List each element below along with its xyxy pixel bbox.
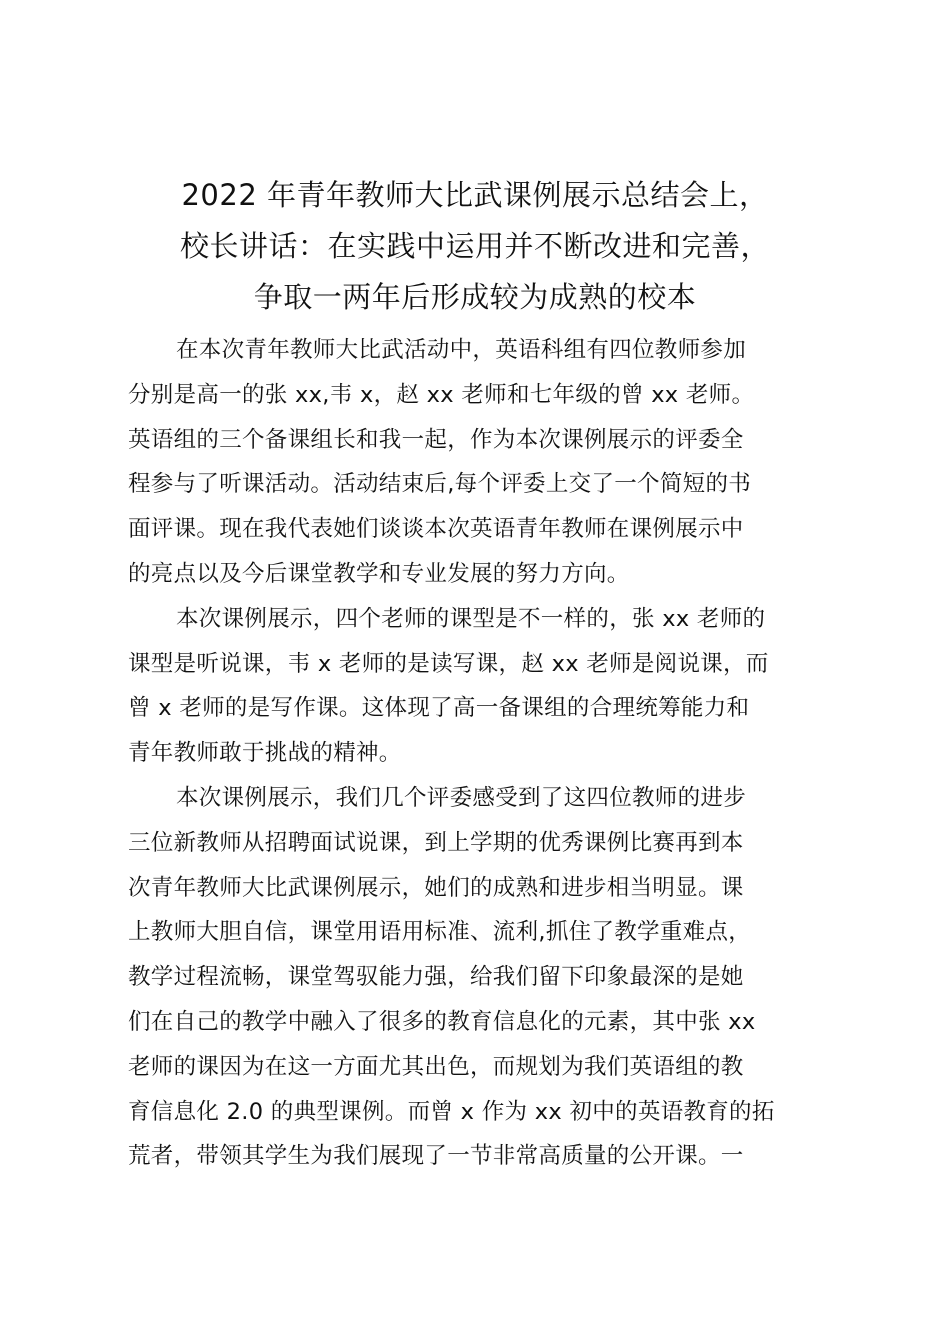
paragraph-line: 育信息化 2.0 的典型课例。而曾 x 作为 xx 初中的英语教育的拓 (128, 1098, 775, 1125)
document-title (110, 170, 840, 323)
paragraph-line: 本次课例展示，我们几个评委感受到了这四位教师的进步 (176, 784, 747, 811)
paragraph-line: 在本次青年教师大比武活动中，英语科组有四位教师参加 (176, 337, 747, 363)
title-line-3: 争取一两年后形成较为成熟的校本 (253, 280, 697, 314)
paragraph-3 (128, 776, 836, 1179)
paragraph-line: 英语组的三个备课组长和我一起，作为本次课例展示的评委全 (128, 426, 744, 453)
paragraph-2 (128, 597, 836, 776)
title-line-2: 校长讲话：在实践中运用并不断改进和完善， (179, 229, 770, 263)
paragraph-line: 们在自己的教学中融入了很多的教育信息化的元素，其中张 xx (128, 1008, 756, 1035)
document-body (128, 328, 836, 1179)
paragraph-line: 课型是听说课，韦 x 老师的是读写课，赵 xx 老师是阅说课，而 (128, 650, 769, 677)
paragraph-line: 荒者，带领其学生为我们展现了一节非常高质量的公开课。一 (128, 1143, 744, 1170)
paragraph-line: 三位新教师从招聘面试说课，到上学期的优秀课例比赛再到本 (128, 829, 744, 856)
paragraph-1 (128, 328, 836, 597)
paragraph-line: 上教师大胆自信，课堂用语用标准、流利,抓住了教学重难点， (128, 919, 752, 946)
paragraph-line: 分别是高一的张 xx,韦 x，赵 xx 老师和七年级的曾 xx 老师。 (128, 381, 755, 408)
paragraph-line: 曾 x 老师的是写作课。这体现了高一备课组的合理统筹能力和 (128, 695, 750, 722)
paragraph-line: 程参与了听课活动。活动结束后,每个评委上交了一个简短的书 (128, 471, 752, 498)
paragraph-line: 老师的课因为在这一方面尤其出色，而规划为我们英语组的教 (128, 1053, 744, 1080)
paragraph-line: 次青年教师大比武课例展示，她们的成熟和进步相当明显。课 (128, 874, 744, 901)
paragraph-line: 本次课例展示，四个老师的课型是不一样的，张 xx 老师的 (176, 605, 766, 632)
title-line-1: 2022 年青年教师大比武课例展示总结会上， (181, 178, 769, 212)
paragraph-line: 面评课。现在我代表她们谈谈本次英语青年教师在课例展示中 (128, 516, 744, 543)
paragraph-line: 青年教师敢于挑战的精神。 (128, 740, 402, 767)
paragraph-line: 教学过程流畅，课堂驾驭能力强，给我们留下印象最深的是她 (128, 964, 744, 991)
paragraph-line: 的亮点以及今后课堂教学和专业发展的努力方向。 (128, 560, 630, 587)
